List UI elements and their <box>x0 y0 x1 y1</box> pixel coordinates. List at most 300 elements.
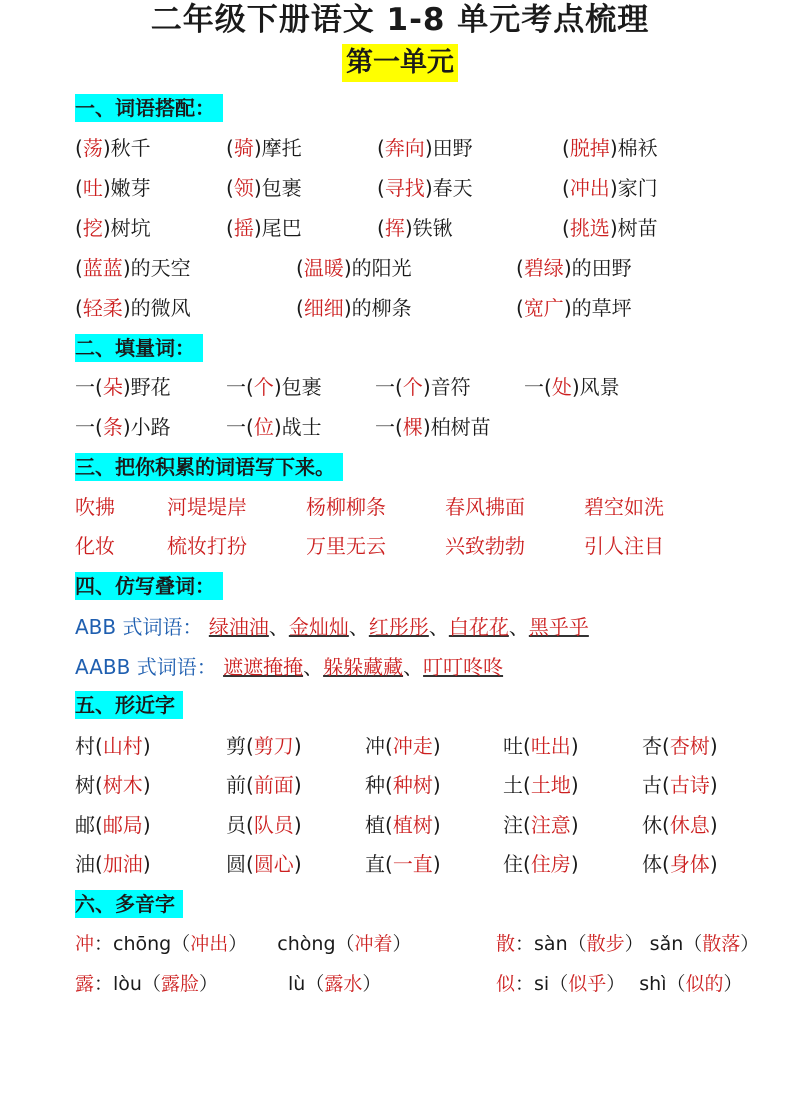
reading-word: 露脸 <box>161 973 200 995</box>
similar-char-item <box>365 770 441 800</box>
paren: （ <box>549 973 569 995</box>
paren: ) <box>424 136 433 160</box>
paren: ) <box>709 813 718 837</box>
paren: ) <box>609 136 618 160</box>
polyphone-item <box>0 929 800 959</box>
paren: ) <box>570 813 579 837</box>
collocation-item <box>75 253 191 283</box>
example-word: 吐出 <box>530 734 571 758</box>
paren: ( <box>95 813 103 837</box>
answer-word: 碧绿 <box>523 256 564 280</box>
measure-word: 个 <box>402 375 423 399</box>
paren: ( <box>562 216 570 240</box>
vocab-row <box>0 531 800 561</box>
separator: 、 <box>268 615 289 639</box>
character: 冲 <box>365 734 385 758</box>
paren: ( <box>377 136 385 160</box>
reduplicated-word: 遮遮掩掩 <box>223 655 304 679</box>
given-word: 秋千 <box>110 136 151 160</box>
paren: ( <box>246 734 254 758</box>
prefix: 一 <box>226 375 246 399</box>
collocation-item <box>75 173 151 203</box>
character: 前 <box>226 773 246 797</box>
character: 圆 <box>226 852 246 876</box>
paren: ( <box>95 852 103 876</box>
answer-word: 挥 <box>384 216 405 240</box>
measure-item <box>375 412 491 442</box>
collocation-item <box>516 253 632 283</box>
similar-char-item <box>75 731 151 761</box>
character: 树 <box>75 773 95 797</box>
paren: ) <box>571 375 580 399</box>
paren: ( <box>75 216 83 240</box>
answer-word: 冲出 <box>569 176 610 200</box>
character: 吐 <box>503 734 523 758</box>
similar-char-item <box>503 849 579 879</box>
paren: ) <box>563 296 572 320</box>
prefix: 一 <box>524 375 544 399</box>
reading-word: 似乎 <box>568 973 607 995</box>
similar-char-item <box>642 810 718 840</box>
reading-word: 散步 <box>586 933 625 955</box>
polyphone-char: 似 <box>496 973 516 995</box>
paren: ( <box>385 852 393 876</box>
example-word: 注意 <box>530 813 571 837</box>
paren: ( <box>544 375 552 399</box>
collocation-item <box>226 133 302 163</box>
measure-item <box>226 412 322 442</box>
similar-char-item <box>75 810 151 840</box>
separator: 、 <box>303 655 324 679</box>
paren: ( <box>662 852 670 876</box>
answer-word: 骑 <box>233 136 254 160</box>
answer-word: 宽广 <box>523 296 564 320</box>
example-word: 植树 <box>392 813 433 837</box>
character: 油 <box>75 852 95 876</box>
example-word: 古诗 <box>669 773 710 797</box>
paren: ( <box>562 176 570 200</box>
colon: ： <box>515 933 535 955</box>
answer-word: 寻找 <box>384 176 425 200</box>
collocation-row <box>0 173 800 203</box>
collocation-item <box>377 173 473 203</box>
collocation-item <box>226 213 302 243</box>
pinyin: lòu <box>113 973 142 995</box>
noun: 音符 <box>430 375 471 399</box>
given-word: 的天空 <box>130 256 191 280</box>
character: 注 <box>503 813 523 837</box>
given-word: 树坑 <box>110 216 151 240</box>
answer-word: 荡 <box>82 136 103 160</box>
pinyin: si <box>534 973 550 995</box>
paren: ( <box>662 734 670 758</box>
similar-char-item <box>642 849 718 879</box>
similar-char-item <box>75 770 151 800</box>
vocab-word: 兴致勃勃 <box>445 534 525 558</box>
separator: 、 <box>508 615 529 639</box>
polyphone-char: 冲 <box>75 933 95 955</box>
separator: 、 <box>428 615 449 639</box>
paren: ) <box>102 176 111 200</box>
character: 古 <box>642 773 662 797</box>
paren: ) <box>102 136 111 160</box>
noun: 包裹 <box>281 375 322 399</box>
reading-group <box>534 933 644 955</box>
answer-word: 挖 <box>82 216 103 240</box>
paren: ( <box>385 773 393 797</box>
given-word: 铁锹 <box>412 216 453 240</box>
example-word: 冲走 <box>392 734 433 758</box>
measure-word: 条 <box>102 415 123 439</box>
pinyin: chōng <box>113 933 172 955</box>
collocation-item <box>516 293 632 323</box>
answer-word: 奔向 <box>384 136 425 160</box>
paren: ) <box>709 852 718 876</box>
prefix: 一 <box>375 375 395 399</box>
paren: ) <box>404 216 413 240</box>
answer-word: 蓝蓝 <box>82 256 123 280</box>
section-heading-1: 一、词语搭配： <box>75 94 223 122</box>
paren: ) <box>563 256 572 280</box>
answer-word: 温暖 <box>303 256 344 280</box>
polyphone-item <box>0 969 800 999</box>
paren: （ <box>171 933 191 955</box>
paren: ( <box>246 852 254 876</box>
paren: ) <box>253 176 262 200</box>
paren: ) <box>293 773 302 797</box>
separator: 、 <box>348 615 369 639</box>
pinyin: sàn <box>534 933 568 955</box>
paren: ( <box>95 415 103 439</box>
paren: ( <box>75 176 83 200</box>
reading-word: 冲出 <box>190 933 229 955</box>
reading-group <box>639 973 742 995</box>
collocation-item <box>75 133 151 163</box>
measure-row <box>0 372 800 402</box>
paren: （ <box>683 933 703 955</box>
given-word: 的柳条 <box>351 296 412 320</box>
vocab-word: 春风拂面 <box>445 495 525 519</box>
paren: ) <box>142 852 151 876</box>
paren: ) <box>343 256 352 280</box>
paren: ( <box>246 813 254 837</box>
reading-word: 似的 <box>685 973 724 995</box>
similar-char-item <box>503 770 579 800</box>
reading-word: 冲着 <box>354 933 393 955</box>
paren: ( <box>226 136 234 160</box>
paren: ) <box>343 296 352 320</box>
example-word: 山村 <box>102 734 143 758</box>
prefix: 一 <box>75 375 95 399</box>
answer-word: 摇 <box>233 216 254 240</box>
paren: ( <box>95 734 103 758</box>
similar-char-item <box>365 810 441 840</box>
abb-label: ABB 式词语： <box>75 615 203 639</box>
collocation-row <box>0 253 800 283</box>
given-word: 嫩芽 <box>110 176 151 200</box>
paren: ） <box>362 973 382 995</box>
paren: ) <box>424 176 433 200</box>
paren: ） <box>392 933 412 955</box>
paren: ) <box>142 734 151 758</box>
example-word: 住房 <box>530 852 571 876</box>
given-word: 的阳光 <box>351 256 412 280</box>
paren: ） <box>740 933 760 955</box>
vocab-word: 河堤堤岸 <box>167 495 247 519</box>
answer-word: 细细 <box>303 296 344 320</box>
paren: （ <box>335 933 355 955</box>
character: 杏 <box>642 734 662 758</box>
paren: ) <box>293 734 302 758</box>
paren: ) <box>122 296 131 320</box>
page-title: 二年级下册语文 1-8 单元考点梳理 <box>150 2 650 38</box>
measure-item <box>75 412 171 442</box>
character: 村 <box>75 734 95 758</box>
collocation-item <box>75 213 151 243</box>
colon: ： <box>94 973 114 995</box>
reading-group <box>650 933 760 955</box>
character: 土 <box>503 773 523 797</box>
similar-char-item <box>226 770 302 800</box>
paren: ( <box>296 296 304 320</box>
paren: ） <box>228 933 248 955</box>
example-word: 种树 <box>392 773 433 797</box>
section-heading-3: 三、把你积累的词语写下来。 <box>75 453 343 481</box>
paren: ) <box>122 256 131 280</box>
paren: ( <box>75 296 83 320</box>
paren: ) <box>122 375 131 399</box>
pinyin: chòng <box>277 933 336 955</box>
similar-char-row <box>0 770 800 800</box>
prefix: 一 <box>75 415 95 439</box>
collocation-item <box>377 133 473 163</box>
paren: ) <box>570 773 579 797</box>
paren: ) <box>709 734 718 758</box>
collocation-row <box>0 213 800 243</box>
prefix: 一 <box>226 415 246 439</box>
example-word: 一直 <box>392 852 433 876</box>
polyphone-char: 露 <box>75 973 95 995</box>
section-heading-2: 二、填量词： <box>75 334 203 362</box>
aabb-row <box>0 652 800 682</box>
character: 种 <box>365 773 385 797</box>
paren: ) <box>142 813 151 837</box>
reduplicated-word: 躲躲藏藏 <box>323 655 404 679</box>
unit-title: 第一单元 <box>342 44 458 82</box>
paren: ( <box>395 415 403 439</box>
similar-char-item <box>503 810 579 840</box>
paren: ( <box>75 256 83 280</box>
noun: 风景 <box>579 375 620 399</box>
example-word: 圆心 <box>253 852 294 876</box>
aabb-label: AABB 式词语： <box>75 655 217 679</box>
similar-char-row <box>0 810 800 840</box>
noun: 战士 <box>281 415 322 439</box>
colon: ： <box>94 933 114 955</box>
character: 植 <box>365 813 385 837</box>
paren: ) <box>609 216 618 240</box>
paren: ( <box>377 216 385 240</box>
measure-row <box>0 412 800 442</box>
reduplicated-word: 黑乎乎 <box>528 615 589 639</box>
paren: ) <box>293 852 302 876</box>
similar-char-item <box>226 849 302 879</box>
character: 休 <box>642 813 662 837</box>
vocab-word: 引人注目 <box>584 534 664 558</box>
colon: ： <box>515 973 535 995</box>
paren: ( <box>516 256 524 280</box>
paren: ) <box>432 734 441 758</box>
answer-word: 脱掉 <box>569 136 610 160</box>
paren: ) <box>142 773 151 797</box>
reduplicated-word: 绿油油 <box>208 615 269 639</box>
similar-char-row <box>0 731 800 761</box>
paren: ) <box>432 773 441 797</box>
given-word: 尾巴 <box>261 216 302 240</box>
example-word: 杏树 <box>669 734 710 758</box>
collocation-row <box>0 133 800 163</box>
paren: ( <box>377 176 385 200</box>
noun: 野花 <box>130 375 171 399</box>
vocab-word: 化妆 <box>75 534 115 558</box>
section-heading-6: 六、多音字 <box>75 890 183 918</box>
given-word: 包裹 <box>261 176 302 200</box>
measure-item <box>375 372 471 402</box>
collocation-row <box>0 293 800 323</box>
example-word: 休息 <box>669 813 710 837</box>
collocation-item <box>377 213 453 243</box>
paren: ( <box>385 813 393 837</box>
vocab-word: 碧空如洗 <box>584 495 664 519</box>
example-word: 加油 <box>102 852 143 876</box>
example-word: 剪刀 <box>253 734 294 758</box>
measure-item <box>75 372 171 402</box>
collocation-item <box>226 173 302 203</box>
section-heading-5: 五、形近字 <box>75 691 183 719</box>
paren: ( <box>95 375 103 399</box>
measure-word: 位 <box>253 415 274 439</box>
reading-group <box>534 973 625 995</box>
given-word: 田野 <box>432 136 473 160</box>
similar-char-item <box>503 731 579 761</box>
noun: 小路 <box>130 415 171 439</box>
pinyin: lù <box>288 973 306 995</box>
polyphone-entry <box>496 969 743 999</box>
similar-char-item <box>642 731 718 761</box>
given-word: 的田野 <box>571 256 632 280</box>
measure-word: 处 <box>551 375 572 399</box>
character: 剪 <box>226 734 246 758</box>
paren: ) <box>422 375 431 399</box>
vocab-word: 万里无云 <box>306 534 386 558</box>
similar-char-item <box>365 849 441 879</box>
paren: ) <box>122 415 131 439</box>
paren: ( <box>95 773 103 797</box>
reading-word: 露水 <box>324 973 363 995</box>
collocation-item <box>562 173 658 203</box>
paren: ( <box>246 415 254 439</box>
similar-char-item <box>226 810 302 840</box>
noun: 柏树苗 <box>430 415 491 439</box>
paren: ( <box>246 773 254 797</box>
character: 住 <box>503 852 523 876</box>
character: 体 <box>642 852 662 876</box>
character: 直 <box>365 852 385 876</box>
example-word: 队员 <box>253 813 294 837</box>
paren: ) <box>253 216 262 240</box>
paren: ） <box>606 973 626 995</box>
example-word: 前面 <box>253 773 294 797</box>
given-word: 树苗 <box>617 216 658 240</box>
pinyin: sǎn <box>649 933 684 955</box>
example-word: 邮局 <box>102 813 143 837</box>
paren: ） <box>199 973 219 995</box>
given-word: 棉袄 <box>617 136 658 160</box>
vocab-word: 杨柳柳条 <box>306 495 386 519</box>
measure-word: 朵 <box>102 375 123 399</box>
polyphone-char: 散 <box>496 933 516 955</box>
collocation-item <box>296 253 412 283</box>
given-word: 春天 <box>432 176 473 200</box>
answer-word: 领 <box>233 176 254 200</box>
collocation-item <box>562 213 658 243</box>
paren: ( <box>226 176 234 200</box>
collocation-item <box>75 293 191 323</box>
paren: ) <box>102 216 111 240</box>
answer-word: 挑选 <box>569 216 610 240</box>
reduplicated-word: 金灿灿 <box>288 615 349 639</box>
measure-word: 棵 <box>402 415 423 439</box>
paren: （ <box>666 973 686 995</box>
paren: ( <box>523 773 531 797</box>
similar-char-item <box>226 731 302 761</box>
paren: ( <box>562 136 570 160</box>
vocab-row <box>0 492 800 522</box>
paren: ( <box>523 813 531 837</box>
measure-item <box>524 372 620 402</box>
given-word: 家门 <box>617 176 658 200</box>
paren: ( <box>662 773 670 797</box>
example-word: 身体 <box>669 852 710 876</box>
collocation-item <box>562 133 658 163</box>
paren: ( <box>385 734 393 758</box>
reading-word: 散落 <box>702 933 741 955</box>
prefix: 一 <box>375 415 395 439</box>
pinyin: shì <box>639 973 667 995</box>
paren: ( <box>296 256 304 280</box>
paren: ( <box>523 734 531 758</box>
reduplicated-word: 红彤彤 <box>368 615 429 639</box>
example-word: 土地 <box>530 773 571 797</box>
similar-char-item <box>365 731 441 761</box>
paren: ( <box>395 375 403 399</box>
vocab-word: 吹拂 <box>75 495 115 519</box>
given-word: 的草坪 <box>571 296 632 320</box>
paren: ( <box>662 813 670 837</box>
paren: ) <box>709 773 718 797</box>
paren: ） <box>624 933 644 955</box>
given-word: 的微风 <box>130 296 191 320</box>
measure-word: 个 <box>253 375 274 399</box>
similar-char-item <box>642 770 718 800</box>
given-word: 摩托 <box>261 136 302 160</box>
paren: ) <box>273 415 282 439</box>
similar-char-row <box>0 849 800 879</box>
separator: 、 <box>403 655 424 679</box>
character: 员 <box>226 813 246 837</box>
paren: （ <box>141 973 161 995</box>
similar-char-item <box>75 849 151 879</box>
